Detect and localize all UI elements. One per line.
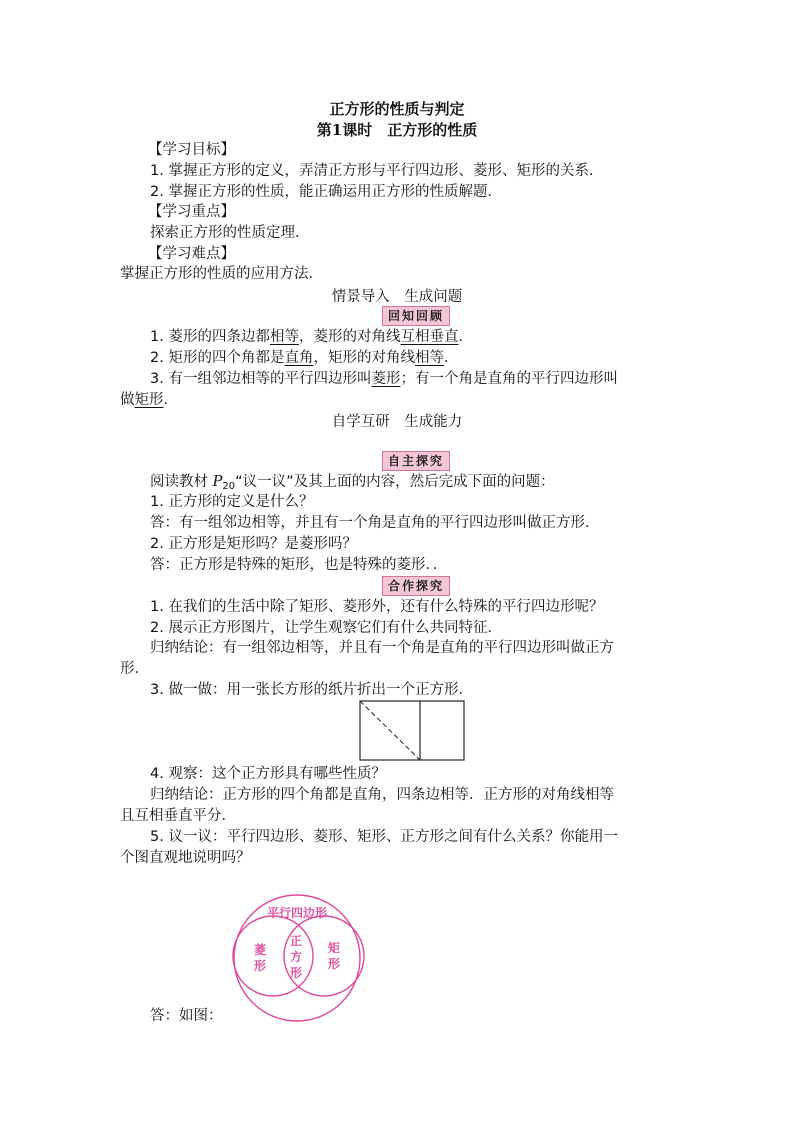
rectangle-label-2: 形 [327, 957, 341, 971]
self-study-badge: 自主探究 [382, 451, 450, 471]
conclusion-2-cont: 且互相垂直平分． [120, 808, 236, 824]
conclusion-2: 归纳结论：正方形的四个角都是直角，四条边相等．正方形的对角线相等 [150, 787, 614, 803]
rhombus-label-2: 形 [253, 959, 267, 973]
page-title: 正方形的性质与判定 [329, 100, 465, 118]
objective-item-1: 1. 掌握正方形的定义，弄清正方形与平行四边形、菱形、矩形的关系． [150, 163, 604, 179]
quadrilateral-venn-diagram [228, 892, 368, 1026]
coop-item-5: 5. 议一议：平行四边形、菱形、矩形、正方形之间有什么关系？你能用一 [150, 829, 618, 845]
coop-item-2: 2. 展示正方形图片，让学生观察它们有什么共同特征． [150, 620, 502, 636]
review-badge: 回知回顾 [382, 306, 450, 326]
question-2: 2. 正方形是矩形吗？是菱形吗？ [150, 536, 357, 552]
square-label-1: 正 [289, 934, 303, 948]
difficulty-heading: 【学习难点】 [148, 246, 235, 262]
parallelogram-label: 平行四边形 [266, 906, 328, 920]
coop-item-1: 1. 在我们的生活中除了矩形、菱形外，还有什么特殊的平行四边形呢？ [150, 599, 604, 615]
review-q2: 2. 矩形的四个角都是直角，矩形的对角线相等． [150, 350, 459, 366]
review-q1: 1. 菱形的四条边都相等，菱形的对角线互相垂直． [150, 329, 473, 345]
answer-1: 答：有一组邻边相等，并且有一个角是直角的平行四边形叫做正方形． [150, 515, 600, 531]
question-1: 1. 正方形的定义是什么？ [150, 494, 314, 510]
page-subtitle: 第1课时 正方形的性质 [316, 121, 478, 139]
coop-item-3: 3. 做一做：用一张长方形的纸片折出一个正方形． [150, 682, 473, 698]
cooperation-badge: 合作探究 [382, 576, 450, 596]
coop-item-4: 4. 观察：这个正方形具有哪些性质？ [150, 766, 386, 782]
square-label-3: 形 [289, 966, 303, 980]
review-q3-cont: 做矩形． [120, 392, 178, 408]
section1-title: 情景导入 生成问题 [331, 289, 463, 305]
keypoints-text: 探索正方形的性质定理． [150, 225, 310, 241]
difficulty-text: 掌握正方形的性质的应用方法． [120, 266, 323, 282]
coop-item-5-cont: 个图直观地说明吗？ [120, 850, 251, 866]
answer-2: 答：正方形是特殊的矩形，也是特殊的菱形．． [150, 557, 448, 573]
rectangle-label-1: 矩 [327, 941, 341, 955]
conclusion-1: 归纳结论：有一组邻边相等，并且有一个角是直角的平行四边形叫做正方 [150, 640, 614, 656]
objectives-heading: 【学习目标】 [148, 142, 235, 158]
objective-item-2: 2. 掌握正方形的性质，能正确运用正方形的性质解题． [150, 184, 502, 200]
folded-paper-figure [358, 700, 466, 762]
conclusion-1-cont: 形． [120, 661, 149, 677]
rhombus-label-1: 菱 [253, 943, 267, 957]
reading-instruction: 阅读教材 $P_{20}“$议一议”及其上面的内容，然后完成下面的问题： [150, 474, 555, 492]
keypoints-heading: 【学习重点】 [148, 204, 235, 220]
square-label-2: 方 [289, 950, 303, 964]
review-q3: 3. 有一组邻边相等的平行四边形叫菱形；有一个角是直角的平行四边形叫 [150, 371, 618, 387]
answer-venn: 答：如图： [150, 1008, 223, 1024]
section2-title: 自学互研 生成能力 [331, 414, 463, 430]
